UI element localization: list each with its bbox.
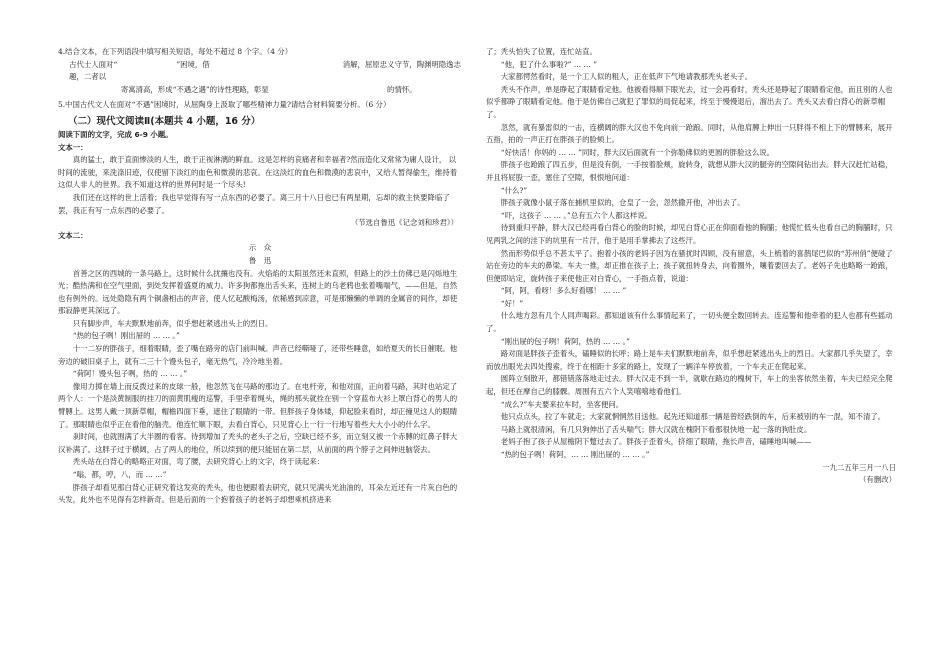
story-paragraph: 马路上就很清闲，有几只狗伸出了舌头喘气；胖大汉就在槐阴下看那很快地一起一落的狗肚皮。 <box>500 424 812 434</box>
text2-paragraph: “嗡，都，哼，八，而 … …” <box>72 470 167 479</box>
question-4-line-2: 寄寓清高，形成“不遇之遇”的诗性理路，彰显 的情怀。 <box>69 84 417 94</box>
story-paragraph: 什么地方忽有几个人同声喝彩。都知道该有什么事情起来了，一切头便全数回转去。连巡警和他牵着的犯人也都有些摇动了。 <box>486 311 893 334</box>
text2-label: 文本二： <box>58 230 88 240</box>
story-paragraph: “吓，这孩子 … … 。”总有五六个人都这样说。 <box>500 210 653 220</box>
text2-paragraph: 刹时间，也就围满了大半圈的看客。待到增加了秃头的老头子之后，空缺已经不多，而立刻又被一个赤膊的红鼻子胖大汉补满了。这胖子过于横阔，占了两人的地位，所以续到的便只能屈在第二层，从前面的两个脖子之间伸进脑袋去。 <box>58 432 458 454</box>
story-paragraph: 胖孩子也跄踉了四五步，但是没有倒，一手按着脸颊，旋转身，就想从胖大汉的腿旁的空隙间钻出去。胖大汉赶忙站稳，并且将屁股一歪，塞住了空隙，恨恨地问道： <box>486 160 893 182</box>
story-paragraph: 大家都愕然看时，是一个工人似的粗人，正在低声下气地请教那秃头老头子。 <box>500 72 753 82</box>
text2-author: 鲁 迅 <box>248 255 272 265</box>
story-paragraph: “好快活！你妈的 … … ”同时，胖大汉后面就有一个弥勒佛似的更圆的胖脸这么说。 <box>500 147 775 157</box>
text2-paragraph: 像用力掷在墙上而反拨过来的皮球一般，他忽然飞在马路的那边了。在电杆旁，和他对面，正向着马路，其时也站定了两个人：一个是淡黄制服的挂刀的面黄肌瘦的巡警，手里牵着绳头，绳的那头就拴在别一个穿蓝布大衫上罩白背心的男人的臂膊上。这男人戴一顶新草帽，帽檐四面下垂，遮住了眼睛的一带。但胖孩子身体矮，仰起脸来看时，却正撞见这人的眼睛了。那眼睛也似乎正在看他的脑壳。他连忙顺下眼，去看白背心，只见背心上一行一行地写着些大大小小的什么字。 <box>58 381 458 429</box>
text2-paragraph: “荷阿！馒头包子咧，热的 … … 。” <box>72 369 188 379</box>
story-paragraph: 老妈子抱了孩子从屋檐阴下蹩过去了。胖孩子歪着头，挤细了眼睛，拖长声音，磕睡地叫喊—— <box>500 437 812 447</box>
question-4 <box>58 46 462 96</box>
reading-instruction: 阅读下面的文字，完成 6-9 小题。 <box>58 129 173 139</box>
story-paragraph: “成么?”车夫要来拉车时，坐客便问。 <box>500 399 624 409</box>
text2-paragraph: 秃头站在白背心的略略正对面，弯了腰，去研究背心上的文字，终于读起来： <box>72 457 325 467</box>
question-4-line-1: 古代士人面对“ ”困境，借 消解，屈原忠义守节，陶渊明隐逸志趣，二者以 <box>69 59 461 82</box>
text2-paragraph: 只有脚步声，车夫默默地前奔，似乎想赶紧逃出头上的烈日。 <box>72 318 273 328</box>
text2-paragraph: 首善之区的西城的一条马路上，这时候什么扰攘也没有。火焰焰的太阳虽然还未直照，但路上的沙土仿佛已是闪烁地生光；酷热满和在空气里面，到处发挥着盛夏的威力。许多狗都拖出舌头来，连树上的乌老鸦也张着嘴喘气，——但是，自然也有例外的。远处隐隐有两个铜盏相击的声音，使人忆起酸梅汤，依稀感到凉意，可是那懒懒的单调的金属音的间作，却使那寂静更其深远了。 <box>58 268 458 316</box>
story-paragraph: 秃头不作声，单是睁起了眼睛看定他。他被看得顺下眼光去，过一会再看时，秃头还是睁起了眼睛看定他，而且别的人也似乎都睁了眼睛看定他。他于是仿佛自己就犯了罪似的局促起来，终至于慢慢退后，溜出去了。秃头又去看白背心的新草帽了。 <box>486 84 893 119</box>
story-paragraph: 待到重归平静，胖大汉已经再看白背心的脸的时候，却见白背心正在仰面看他的胸脯；他慌忙低头也看自己的胸脯时，只见两乳之间的洼下的坑里有一片汗，他于是用手掌拂去了这些汗。 <box>486 223 893 245</box>
right-column <box>486 46 896 487</box>
text2-paragraph: “热的包子咧！刚出屉的 … … 。” <box>72 331 180 341</box>
text1-paragraph: 真的猛士，敢于直面惨淡的人生，敢于正视淋漓的鲜血。这是怎样的哀痛者和幸福者?然而造化又常常为庸人设计， 以时间的流驶，来洗涤旧迹，仅使留下淡红的血色和微漠的悲哀。在这淡红的血色和微漠的悲哀中，又给人暂得偷生，维持着这似人非人的世界。我不知道这样的世界何时是一个尽头! <box>58 155 458 190</box>
story-paragraph: 他只点点头，拉了车就走；大家就惘惘然目送他。起先还知道那一辆是曾经跌倒的车，后来被别的车一混，知不清了。 <box>500 412 886 422</box>
story-paragraph: 了；秃头怕失了位置，连忙站直。 <box>486 47 597 56</box>
story-paragraph: 忽然，就有暴雷似的一击，连横阔的胖大汉也不免向前一跄踉。同时，从他肩膊上伸出一只胖得不相上下的臂膊来，展开五指，拍的一声正打在胖孩子的脸颊上。 <box>486 122 893 145</box>
story-paragraph: 胖孩子就像小鼠子落在捕机里似的，仓皇了一会，忽然撒开他，冲出去了。 <box>500 198 745 208</box>
text2-title: 示 众 <box>248 243 272 253</box>
story-paragraph: “阿，阿，看呀！多么好看哪！ … … ” <box>500 286 627 296</box>
story-paragraph: “他，犯了什么事啦?” … … ” <box>500 59 598 69</box>
edit-note: （有删改） <box>859 475 896 485</box>
story-date: 一九二五年三月一八日 <box>822 462 896 472</box>
story-paragraph: “什么?” <box>500 185 528 195</box>
question-4-text: 4.结合文本，在下列语段中填写相关短语，每处不超过 8 个字。（4 分） <box>58 47 293 56</box>
story-paragraph: “刚出屉的包子咧！荷阿，热的 … … 。” <box>500 336 630 346</box>
question-5-text: 5.中国古代文人在面对“不遇”困境时，从屈陶身上汲取了哪些精神力量?请结合材料简要分析。（6 分） <box>58 100 391 110</box>
text1-source: （节选自鲁迅《记念刘和珍君》） <box>350 218 458 228</box>
story-paragraph: “热的包子咧！荷阿，… … 刚出屉的 … … 。” <box>500 450 650 459</box>
story-paragraph: 路对面是胖孩子歪着头，磕睡似的长呼；路上是车夫们默默地前奔，似乎想赶紧逃出头上的烈日。大家都几乎失望了，幸而放出眼光去四处搜索，终于在相距十多家的路上，发现了一辆洋车停放着，一个车夫正在爬起来。 <box>486 349 893 371</box>
left-column <box>58 46 462 507</box>
text2-paragraph: 十一二岁的胖孩子，细着眼睛，歪了嘴在路旁的店门前叫喊。声音已经嘶哑了，还带些睡意，如给夏天的长日催眠。他旁边的破旧桌子上，就有二三十个馒头包子，毫无热气，冷冷地坐着。 <box>58 344 458 366</box>
story-paragraph: “好！” <box>500 298 524 308</box>
text2-paragraph: 胖孩子却看见那白背心正研究着这发亮的秃头，他也便跟着去研究，就只见满头光油油的，耳朵左近还有一片灰白色的头发，此外也不见得有怎样新奇。但是后面的一个抱着孩子的老妈子却想乘机挤进来 <box>58 482 458 505</box>
text1-label: 文本一： <box>58 142 88 152</box>
story-paragraph: 圆阵立刻散开，都错错落落地走过去。胖大汉走不到一半，就歇在路边的槐树下，车上的坐客依然坐着，车夫已经完全爬起，但还在摩自己的膝髁。周围有五六个人笑嘻嘻地看他们。 <box>486 374 893 397</box>
text1-paragraph: 我们还在这样的世上活着；我也早觉得有写一点东西的必要了。离三月十八日也已有两星期，忘却的救主快要降临了罢，我正有写一点东西的必要了。 <box>58 192 450 215</box>
section-title: （二）现代文阅读Ⅱ(本题共 4 小题，16 分） <box>68 115 261 127</box>
story-paragraph: 然而形势似乎总不甚太平了。抱着小孩的老妈子因为在骚扰时四顾，没有留意，头上梳着的喜鹊尾巴似的“苏州俏”便碰了站在旁边的车夫的鼻梁。车夫一推，却正推在孩子上；孩子就扭转身去，向着圈外，嚷着要回去了。老妈子先也略略一跄踉，但便即站定，旋转孩子来使他正对白背心，一手指点着，说道： <box>486 248 893 283</box>
